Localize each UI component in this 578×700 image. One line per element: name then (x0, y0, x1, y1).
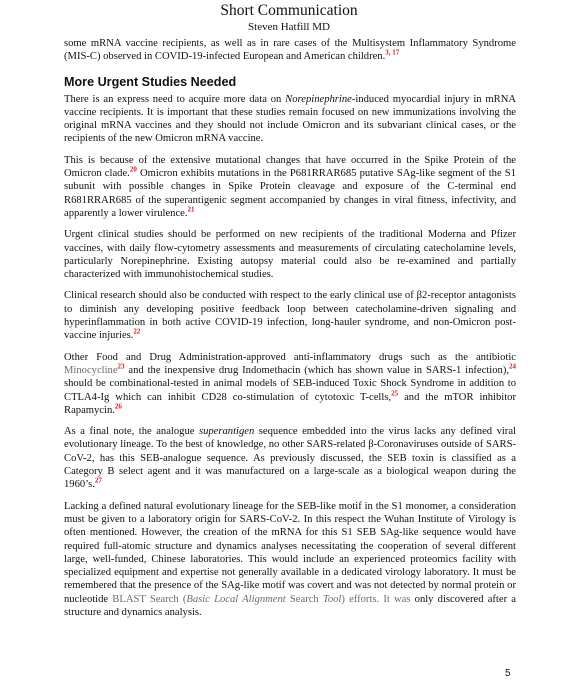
text-run: Other Food and Drug Administration-approved anti-inflammatory drugs such as the antibiotic (64, 351, 516, 363)
link-text[interactable]: Minocycline (64, 364, 118, 376)
paragraph-continuation (64, 37, 516, 64)
text-run: As a final note, the analogue (64, 426, 199, 438)
citation-ref: 24 (509, 362, 516, 371)
text-run: some mRNA vaccine recipients, as well as in rare cases of the Multisystem Inflammatory Syndrome (MIS-C) observed in COVID-19-infected European and American children. (64, 38, 516, 63)
text-run: Urgent clinical studies should be performed on new recipients of the traditional Moderna and Pfizer vaccines, with daily flow-cytometry assessments and measurements of circulating catecholamine levels, particularly Norepinephrine. Existing autopsy material could also be re-examined and partially characterized with immunohistochemical studies. (64, 229, 516, 281)
citation-ref: 26 (114, 402, 122, 411)
paragraph-norepinephrine (64, 93, 516, 146)
link-text: ) efforts. It was (341, 593, 415, 605)
link-text[interactable]: BLAST Search ( (112, 593, 187, 605)
paragraph-omicron (64, 154, 516, 220)
text-run: -induced myocardial injury in mRNA vaccine recipients. It is important that these studies remain focused on new immunizations involving the original mRNA vaccines and they should not include Omicron and its subvariant clinical cases, or the recipients of the new Omicron mRNA vaccine. (64, 93, 517, 145)
paragraph-clinical-studies (64, 228, 516, 281)
text-run: sequence embedded into the virus lacks any defined viral evolutionary lineage. To the best of knowledge, no other SARS-related β-Coronaviruses outside of SARS-CoV-2, has this SEB-analogue sequence. As previously discussed, the SEB toxin is classified as a Category B select agent and it was manufactured on a large-scale as a biological weapon during the 1960’s. (64, 426, 516, 491)
text-run: should be combinational-tested in animal models of SEB-induced Toxic Shock Syndrome in addition to CTLA4-Ig which can inhibit CD28 co-stimulation of cytotoxic T-cells, (64, 378, 516, 403)
text-run: This is because of the extensive mutational changes that have occurred in the Spike Protein of the Omicron clade. (64, 154, 516, 180)
text-run: There is an express need to acquire more data on (64, 93, 286, 105)
text-run: and the mTOR inhibitor Rapamycin. (64, 391, 516, 416)
text-run: only discovered after a structure and dynamics analysis. (64, 593, 516, 618)
italic-term: Norepinephrine (285, 93, 352, 105)
article-body (64, 37, 516, 627)
paragraph-lab-origin (64, 500, 516, 620)
text-run: and the inexpensive drug Indomethacin (which has shown value in SARS-1 infection), (124, 364, 509, 376)
author-name: Steven Hatfill MD (248, 21, 330, 33)
italic-term: superantigen (198, 426, 255, 438)
citation-ref: 27 (94, 476, 102, 485)
link-text-italic[interactable]: Tool (322, 593, 342, 605)
citation-ref: 23 (117, 362, 125, 371)
paragraph-fda-drugs (64, 351, 516, 417)
citation-ref: 3, 17 (385, 48, 400, 57)
section-heading: More Urgent Studies Needed (64, 74, 237, 89)
citation-ref: 25 (391, 389, 399, 397)
text-run: Lacking a defined natural evolutionary lineage for the SEB-like motif in the S1 monomer, a consideration must be given to a laboratory origin for SARS-CoV-2. In this respect the Wuhan Institute of Virology is often mentioned. However, the creation of the mRNA for this S1 SEB SAg-like sequence would have required full-atomic structure and dynamics analyses necessitating the cooperation of several different large, well-funded, Chinese laboratories. This would include an experienced proteomics facility with specialized equipment and expertise not generally available in a dedicated virology laboratory. It must be remembered that the presence of the SAg-like motif was covert and was not detected by normal protein or nucleotide (64, 500, 516, 605)
paragraph-superantigen (64, 425, 516, 491)
citation-ref: 22 (133, 327, 141, 336)
paragraph-beta-blockers (64, 289, 516, 342)
citation-ref: 20 (129, 165, 137, 174)
link-text[interactable]: Search (285, 593, 323, 605)
running-title: Short Communication (220, 2, 358, 19)
link-text-italic[interactable]: Basic Local Alignment (186, 593, 286, 605)
citation-ref: 21 (187, 205, 195, 214)
text-run: Omicron exhibits mutations in the P681RRAR685 putative SAg-like segment of the S1 subunit with possible changes in Spike Protein cleavage and exposure of the C-terminal end R681RRAR685 of the superantigenic segment accompanied by changes in viral fitness, infectivity, and apparently a lower virulence. (64, 168, 516, 219)
text-run: Clinical research should also be conducted with respect to the early clinical use of β2-receptor antagonists to diminish any developing positive feedback loop between catecholamine-driven signaling and hyperinflammation in both active COVID-19 infection, long-hauler syndrome, and non-Omicron post-vaccine injuries. (64, 290, 516, 342)
page-number: 5 (505, 668, 511, 679)
